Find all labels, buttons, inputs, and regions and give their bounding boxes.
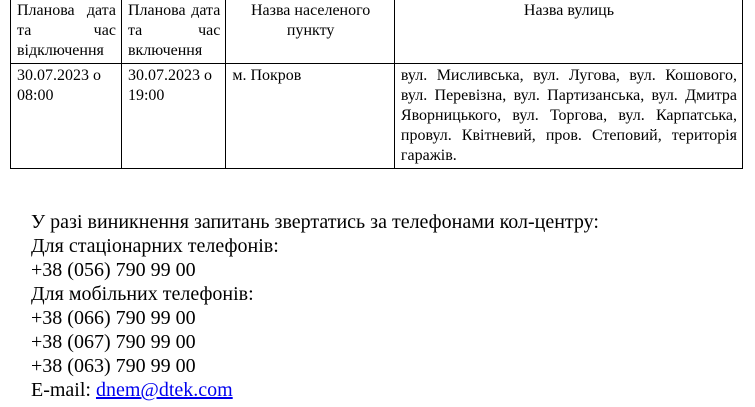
email-line (31, 378, 599, 402)
header-off-time: Планова дата та час відключення (11, 0, 122, 64)
cell-settlement: м. Покров (226, 64, 395, 169)
table-row (11, 64, 743, 169)
cell-streets: вул. Мисливська, вул. Лугова, вул. Кошового, вул. Перевізна, вул. Партизанська, вул. Дмитра Яворницького, вул. Торгова, вул. Карпатська, провул. Квітневий, пров. Степовий, територія гаражів. (394, 64, 742, 169)
email-label: E-mail: (31, 379, 96, 401)
mobile-phone: +38 (063) 790 99 00 (31, 355, 196, 377)
mobile-phone: +38 (067) 790 99 00 (31, 331, 196, 353)
table-header-row (11, 0, 743, 64)
header-on-time: Планова дата та час включення (121, 0, 225, 64)
mobile-phone: +38 (066) 790 99 00 (31, 307, 196, 329)
cell-off-time: 30.07.2023 о 08:00 (11, 64, 122, 169)
outage-schedule-table (10, 0, 743, 169)
mobile-label: Для мобільних телефонів: (31, 283, 254, 305)
header-settlement: Назва населеного пункту (226, 0, 395, 64)
header-streets: Назва вулиць (394, 0, 742, 64)
contact-info (31, 210, 599, 402)
cell-on-time: 30.07.2023 о 19:00 (121, 64, 225, 169)
landline-label: Для стаціонарних телефонів: (31, 235, 279, 257)
contact-intro: У разі виникнення запитань звертатись за телефонами кол-центру: (31, 211, 599, 233)
email-link[interactable]: dnem@dtek.com (95, 379, 233, 401)
landline-phone: +38 (056) 790 99 00 (31, 259, 196, 281)
